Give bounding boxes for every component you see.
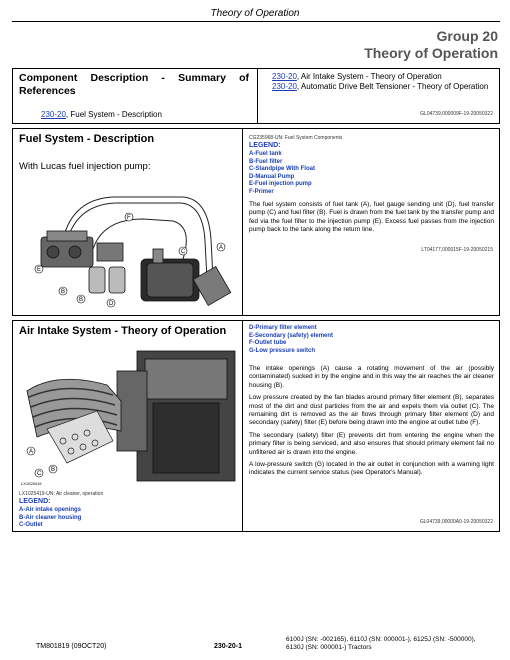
fuel-body: The fuel system consists of fuel tank (A), fuel gauge sending unit (D), fuel transfer pump (C) and fuel filter (B). Fuel is drawn from the fuel tank by the transfer pump and fed via the fuel filter to the injection pump (E). Excess fuel passes from the injection pump back to the tank along the return line. xyxy=(249,201,494,234)
fuel-heading: Fuel System - Description xyxy=(19,133,155,145)
ref-air-intake: 230-20, Air Intake System - Theory of Operation xyxy=(272,72,442,81)
summary-box xyxy=(12,68,500,124)
callout-b2: B xyxy=(79,297,84,303)
legend-item: E-Fuel injection pump xyxy=(249,181,312,187)
air-legend-title: LEGEND: xyxy=(19,498,51,505)
header-rule xyxy=(12,21,500,22)
group-title: Theory of Operation xyxy=(364,45,498,61)
callout-f: F xyxy=(127,215,131,221)
callout-c: C xyxy=(37,471,42,477)
paragraph: The intake openings (A) cause a rotating movement of the air (possibly contaminated) sucked in by the engine and in this way the air reaches the air cleaner housing (B). xyxy=(249,365,494,389)
callout-b1: B xyxy=(61,289,66,295)
legend-item: C-Standpipe With Float xyxy=(249,166,315,172)
paragraph: A low-pressure switch (G) located in the air outlet in conjunction with a warning light indicates the current service status (see Operator's Manual). xyxy=(249,461,494,477)
air-legend xyxy=(19,507,81,530)
legend-item: G-Low pressure switch xyxy=(249,347,316,354)
fuel-figure-caption: CG235968-UN: Fuel System Components xyxy=(249,135,343,141)
legend-item: D-Manual Pump xyxy=(249,173,295,180)
summary-heading: Component Description - Summary of References xyxy=(19,72,249,97)
fuel-divider xyxy=(242,129,243,316)
legend-item: B-Fuel filter xyxy=(249,158,283,165)
callout-b: B xyxy=(51,467,56,473)
footer-models: 6100J (SN: -002165), 6110J (SN: 000001-), 6125J (SN: -500000), 6130J (SN: 000001-) Tractors xyxy=(286,636,476,651)
callout-c: C xyxy=(181,249,186,255)
fuel-legend-title: LEGEND: xyxy=(249,142,281,149)
figure-mark: LX1025419 xyxy=(21,481,42,486)
legend-item: A-Air intake openings xyxy=(19,507,82,513)
summary-code: GL04739,000009F-19-20050322 xyxy=(420,111,493,117)
summary-right-refs xyxy=(272,72,494,92)
legend-item: F-Primer xyxy=(249,188,274,195)
legend-item: D-Primary filter element xyxy=(249,325,317,331)
fuel-code: LT04177,000015F-19-20050215 xyxy=(421,247,493,253)
air-divider xyxy=(242,321,243,532)
air-heading: Air Intake System - Theory of Operation xyxy=(19,325,227,337)
group-label: Group 20 xyxy=(436,28,498,44)
summary-divider xyxy=(257,69,258,124)
ref-belt-tensioner: 230-20, Automatic Drive Belt Tensioner - Theory of Operation xyxy=(272,82,489,91)
fuel-system-link[interactable]: 230-20 xyxy=(41,110,66,119)
legend-item: A-Fuel tank xyxy=(249,151,282,157)
paragraph: Low pressure created by the fan blades around primary filter element (B), separates most of the dirt and dust particles from the air and expels them via outlet (C). The remaining dirt is removed as the air flows through primary filter element (D) and secondary (safety) filter (E) before being drawn into the engine at outlet tube (F). xyxy=(249,394,494,427)
legend-item: C-Outlet xyxy=(19,522,43,528)
air-intake-link[interactable]: 230-20 xyxy=(272,72,297,81)
paragraph: The secondary (safety) filter (E) prevents dirt from entering the engine when the primary filter is being serviced, and also ensures that should primary element fail no unfiltered air is drawn into the engine. xyxy=(249,431,494,456)
callout-a: A xyxy=(29,449,34,455)
fuel-subheading: With Lucas fuel injection pump: xyxy=(19,161,151,172)
running-header: Theory of Operation xyxy=(210,8,300,19)
air-cleaner-figure xyxy=(17,341,239,489)
air-legend-cont xyxy=(249,325,333,355)
legend-item: B-Air cleaner housing xyxy=(19,514,82,521)
air-intake-box xyxy=(12,320,500,532)
legend-item: E-Secondary (safety) element xyxy=(249,332,334,339)
fuel-system-box xyxy=(12,128,500,316)
air-body xyxy=(249,365,494,478)
belt-tensioner-link[interactable]: 230-20 xyxy=(272,82,297,91)
callout-a: A xyxy=(219,245,224,251)
footer-page: 230-20-1 xyxy=(214,643,243,650)
air-code: GL04739,00000A0-19-20050322 xyxy=(419,519,493,525)
callout-d: D xyxy=(109,301,114,307)
summary-left-ref: 230-20, Fuel System - Description xyxy=(41,110,162,119)
air-figure-caption: LX1025419-UN: Air cleaner, operation xyxy=(19,491,104,497)
fuel-system-figure xyxy=(33,179,233,311)
footer-doc: TM801819 (09OCT20) xyxy=(36,643,107,650)
fuel-legend xyxy=(249,151,315,196)
callout-e: E xyxy=(37,267,42,273)
legend-item: F-Outlet tube xyxy=(249,340,287,346)
